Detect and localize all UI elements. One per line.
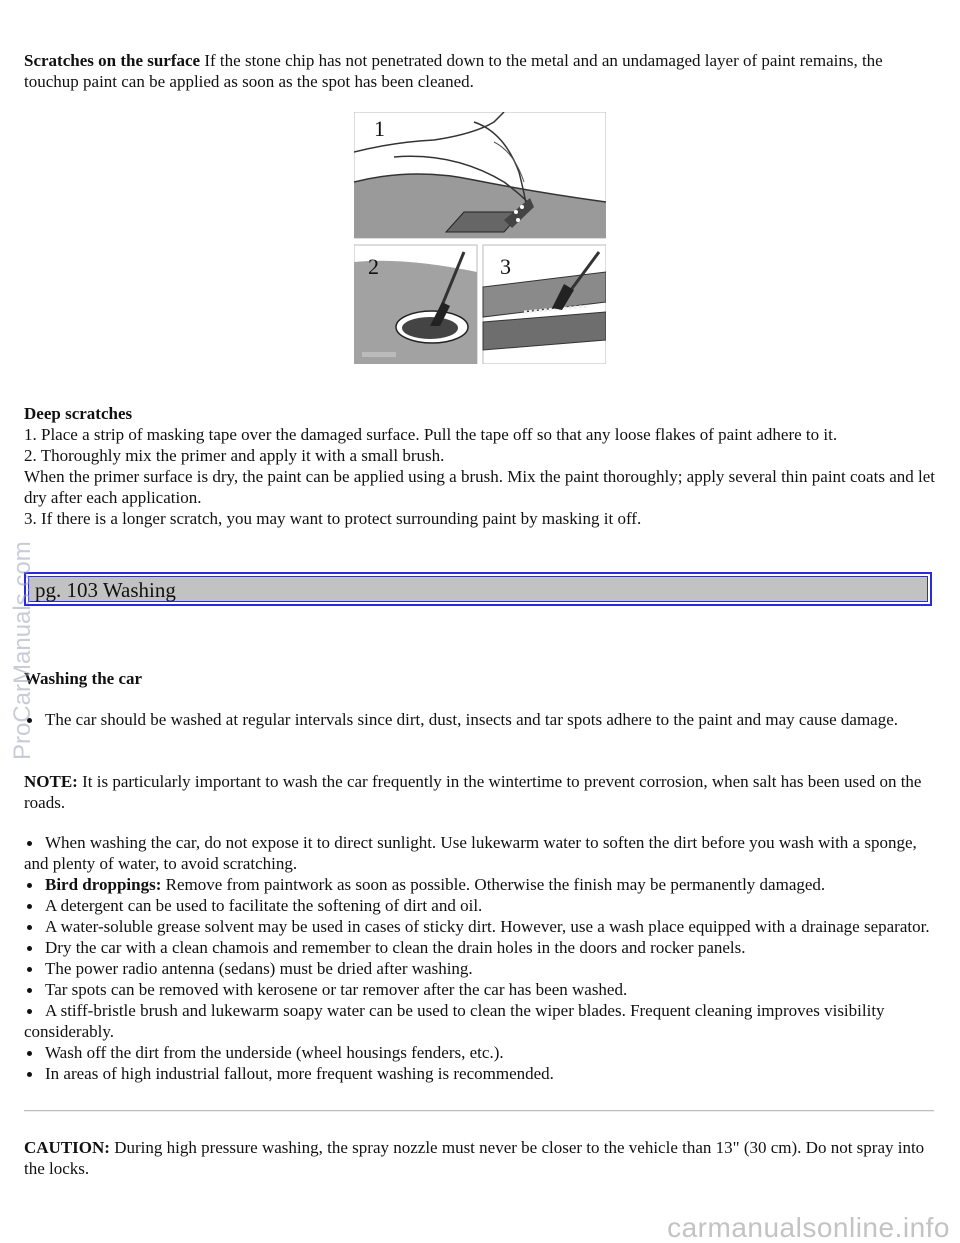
caution-label: CAUTION: xyxy=(24,1138,110,1157)
note-label: NOTE: xyxy=(24,772,78,791)
footer-watermark: carmanualsonline.info xyxy=(667,1212,950,1243)
panel-2-label: 2 xyxy=(368,254,379,279)
panel-1-label: 1 xyxy=(374,116,385,141)
washing-bullets xyxy=(24,832,936,1084)
deep-step-2: 2. Thoroughly mix the primer and apply it with a small brush. xyxy=(24,446,445,465)
list-item: In areas of high industrial fallout, more frequent washing is recommended. xyxy=(24,1063,936,1084)
scratches-heading: Scratches on the surface xyxy=(24,51,201,70)
list-item: A detergent can be used to facilitate the softening of dirt and oil. xyxy=(24,895,936,916)
list-item: Wash off the dirt from the underside (wheel housings fenders, etc.). xyxy=(24,1042,936,1063)
deep-scratches-block xyxy=(24,403,936,529)
deep-scratches-heading: Deep scratches xyxy=(24,404,133,423)
scratches-paragraph xyxy=(24,50,936,92)
list-item: A water-soluble grease solvent may be used in cases of sticky dirt. However, use a wash place equipped with a drainage separator. xyxy=(24,916,936,937)
section-title: pg. 103 Washing xyxy=(28,576,928,602)
washing-intro-block xyxy=(24,709,936,730)
list-item: Dry the car with a clean chamois and remember to clean the drain holes in the doors and rocker panels. xyxy=(24,937,936,958)
deep-step-1: 1. Place a strip of masking tape over the damaged surface. Pull the tape off so that any loose flakes of paint adhere to it. xyxy=(24,425,838,444)
deep-primer-note: When the primer surface is dry, the paint can be applied using a brush. Mix the paint thoroughly; apply several thin paint coats and let dry after each application. xyxy=(24,467,935,507)
list-item: The power radio antenna (sedans) must be dried after washing. xyxy=(24,958,936,979)
washing-intro: The car should be washed at regular intervals since dirt, dust, insects and tar spots adhere to the paint and may cause damage. xyxy=(24,709,936,730)
note-text: It is particularly important to wash the car frequently in the wintertime to prevent corrosion, when salt has been used on the roads. xyxy=(24,772,922,812)
washing-heading: Washing the car xyxy=(24,669,143,688)
note-block xyxy=(24,771,936,813)
panel-3-label: 3 xyxy=(500,254,511,279)
touchup-illustration-svg xyxy=(354,112,606,364)
list-item: Bird droppings: Remove from paintwork as soon as possible. Otherwise the finish may be permanently damaged. xyxy=(24,874,936,895)
divider xyxy=(24,1110,934,1112)
bird-droppings-label: Bird droppings: xyxy=(45,875,162,894)
list-item: When washing the car, do not expose it to direct sunlight. Use lukewarm water to soften the dirt before you wash with a sponge, and plenty of water, to avoid scratching. xyxy=(24,833,917,873)
caution-text: During high pressure washing, the spray nozzle must never be closer to the vehicle than 13" (30 cm). Do not spray into the locks. xyxy=(24,1138,925,1178)
caution-block xyxy=(24,1137,936,1179)
scratches-text: If the stone chip has not penetrated down to the metal and an undamaged layer of paint remains, the touchup paint can be applied as soon as the spot has been cleaned. xyxy=(24,51,883,91)
side-watermark: ProCarManuals.com xyxy=(9,541,36,760)
list-item: A stiff-bristle brush and lukewarm soapy water can be used to clean the wiper blades. Frequent cleaning improves visibility considerably. xyxy=(24,1001,885,1041)
section-header xyxy=(24,572,932,606)
washing-heading-block xyxy=(24,668,936,689)
deep-step-3: 3. If there is a longer scratch, you may want to protect surrounding paint by masking it off. xyxy=(24,509,642,528)
panel-1 xyxy=(354,112,606,238)
touchup-illustration xyxy=(354,112,606,364)
figure-code-strip xyxy=(362,352,396,357)
list-item: Tar spots can be removed with kerosene or tar remover after the car has been washed. xyxy=(24,979,936,1000)
